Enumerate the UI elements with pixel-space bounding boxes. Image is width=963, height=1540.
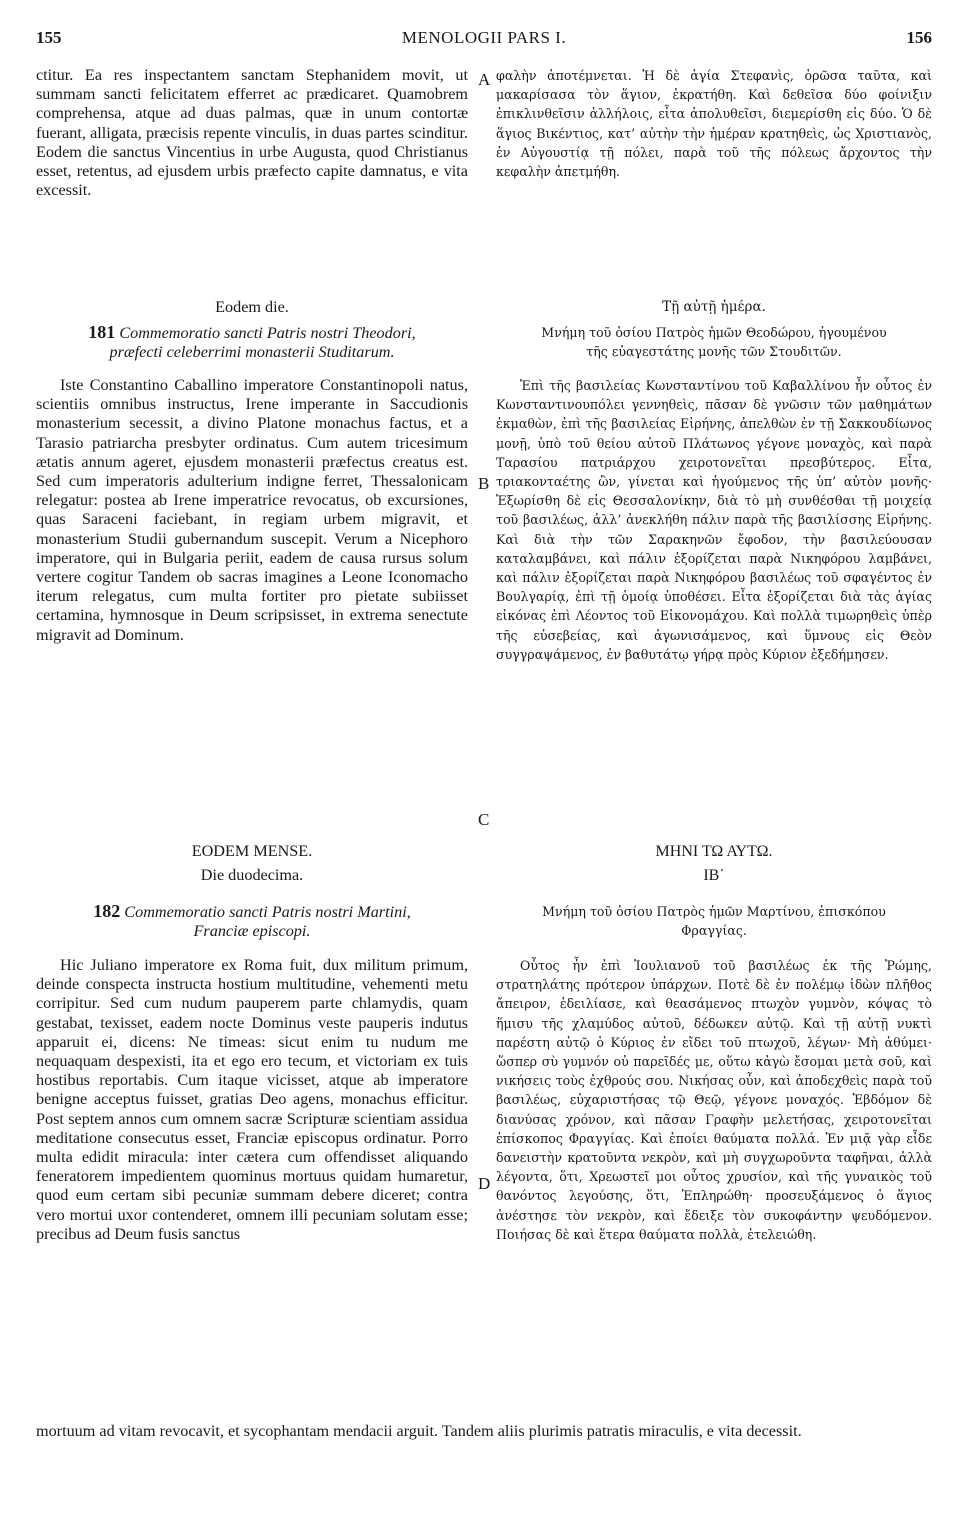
margin-letter-a: A bbox=[478, 70, 491, 89]
latin-181-day: Eodem die. bbox=[215, 298, 289, 316]
latin-182-body: Hic Juliano imperatore ex Roma fuit, dux militum primum, deinde conspecta instructa hostium multitudine, vehementi metu corripitur. Sed cum nudum pauperem parte chlamydis, quam gestabat, texisset, eadem nocte Dominus veste pauperis indutus apparuit ei, dicens: Ne timeas: sicut enim tu nudum me nequaquam despexisti, ita et ego ero tecum, et victoriam ex tuis hostibus reportabis. Cum itaque vicisset, atque ab imperatore benigne acceptus fuisset, gratias Deo agens, monachus efficitur. Post septem annos cum omnem sacræ Scripturæ scientiam assidua meditatione consecutus esset, Franciæ episcopus ordinatur. Porro multa edidit miracula: inter cætera cum offendisset aliquando feneratorem impedientem quominus mortuus quidam humaretur, quod eum certam sibi pecuniæ summam debere diceret; contra vero mortui uxor contenderet, omnem illi pecuniam solutam esse; precibus ad Deum fusis sanctus bbox=[36, 956, 468, 1243]
greek-day-heading: ΙΒ΄ bbox=[703, 867, 725, 884]
greek-intro-paragraph: φαλὴν ἀποτέμνεται. Ἡ δὲ ἁγία Στεφανὶς, ὁρῶσα ταῦτα, καὶ μακαρίσασα τὸν ἅγιον, ἐκρατήθη. Καὶ δεθεῖσα δύο φοίνιξιν ἐπικλινθεῖσιν ἀλλήλοις, εἶτα ἀπολυθεῖσι, διεμερίσθη εἰς δύο. Ὁ δὲ ἅγιος Βικέντιος, κατ’ αὐτὴν τὴν ἡμέραν κρατηθεὶς, ὡς Χριστιανὸς, ἐν Αὐγουστίᾳ τῇ πόλει, παρὰ τοῦ τῆς πόλεως ἄρχοντος τὴν κεφαλὴν ἀπετμήθη. bbox=[496, 68, 932, 180]
entry-number-181: 181 bbox=[88, 322, 116, 342]
greek-month-heading: ΜΗΝΙ ΤΩ ΑΥΤΩ. bbox=[655, 843, 773, 860]
latin-182-body-block bbox=[36, 956, 468, 1244]
greek-182-body-block bbox=[496, 956, 932, 1244]
greek-182-body: Οὗτος ἦν ἐπὶ Ἰουλιανοῦ τοῦ βασιλέως ἐκ τῆς Ῥώμης, στρατηλάτης πρότερον ὑπάρχων. Ποτὲ δὲ ἐν πολέμῳ ἰδὼν πλῆθος ἄπειρον, ἐδειλίασε, καὶ θεασάμενος πτωχὸν γυμνὸν, κόψας τὸ ἥμισυ τῆς χλαμύδος αὐτοῦ, δέδωκεν αὐτῷ. Καὶ τῇ αὐτῇ νυκτὶ παρέστη αὐτῷ ὁ Κύριος ἐν εἴδει τοῦ πτωχοῦ, λέγων· Μὴ ἀθύμει· ὥσπερ σὺ γυμνόν οὐ παρεῖδές με, οὕτω κἀγὼ ἔσομαι μετὰ σοῦ, καὶ νικήσεις τοὺς ἐχθρούς σου. Νικήσας οὖν, καὶ ἀποδεχθεὶς παρὰ τοῦ βασιλέως, εὐχαριστήσας τῷ Θεῷ, γέγονε μοναχός. Ἑβδόμον δὲ διανύσας χρόνον, καὶ πᾶσαν Γραφὴν μελετήσας, χειροτονεῖται ἐπίσκοπος Φραγγίας. Καὶ ἐποίει θαύματα πολλά. Ἐν μιᾷ γὰρ εἶδε δανειστὴν κρατοῦντα νεκρὸν, καὶ μὴ συγχωροῦντα ταφῆναι, ἀλλὰ λέγοντα, ὅτι, Χρεωστεῖ μοι οὗτος χρυσίον, καὶ τῆς γυναικὸς τοῦ θανόντος λεγούσης, ὅτι, Ἐπληρώθη· προσευξάμενος ὁ ἅγιος ἀνέστησε τὸν νεκρὸν, καὶ ἔδειξε τὸν συκοφάντην ψευδόμενον. Ποιήσας δὲ καὶ ἕτερα θαύματα πολλὰ, ἐτελειώθη. bbox=[496, 958, 932, 1242]
page-number-left: 155 bbox=[36, 28, 62, 47]
latin-181-body-block bbox=[36, 376, 468, 645]
running-header bbox=[36, 24, 932, 54]
latin-182-tail: mortuum ad vitam revocavit, et sycophantam mendacii arguit. Tandem aliis plurimis patratis miraculis, e vita decessit. bbox=[36, 1422, 802, 1440]
latin-day-heading: Die duodecima. bbox=[200, 866, 304, 884]
greek-181-heading bbox=[496, 323, 932, 361]
latin-181-body: Iste Constantino Caballino imperatore Constantinopoli natus, scientiis omnibus instructus, Irene imperante in Saccudionis monasterium secessit, a divino Platone monachus factus, et a Tarasio patriarcha presbyter ordinatus. Cum autem tricesimum ætatis annum ageret, ejusdem monasterii præfectus creatus est. Sed cum imperatoris adulterium indigne ferret, Thessalonicam relegatur: postea ab Irene imperatrice revocatus, ob excursiones, quas Saraceni faciebant, in regiam urbem migravit, et monasterium Studii gubernandum suscepit. Verum a Nicephoro imperatore, qui in Bulgaria periit, eadem de causa rursus solum vertere cogitur Tandem ob sacras imagines a Leone Iconomacho iterum relegatus, cum multa fortiter pro pietate subiisset certamina, hymnosque in Deum scripsisset, in extrema senectute migravit ad Dominum. bbox=[36, 376, 468, 644]
latin-181-heading bbox=[36, 323, 468, 362]
latin-intro-paragraph: ctitur. Ea res inspectantem sanctam Stephanidem movit, ut summam sancti felicitatem efferret ac prædicaret. Quamobrem comprehensa, atque ad duas palmas, quæ in unum contortæ fuerant, alligata, præcisis repente vinculis, in duas partes scinditur. Eodem die sanctus Vincentius in urbe Augusta, quod Christianus esset, retentus, ad ejusdem urbis præfecto capite damnatus, e vita excessit. bbox=[36, 66, 468, 200]
greek-181-title-line1: Μνήμη τοῦ ὁσίου Πατρὸς ἡμῶν Θεοδώρου, ἡγουμένου bbox=[541, 325, 887, 340]
running-title: MENOLOGII PARS I. bbox=[401, 28, 567, 47]
page-number-right: 156 bbox=[906, 28, 932, 47]
greek-181-body: Ἐπὶ τῆς βασιλείας Κωνσταντίνου τοῦ Καβαλλίνου ἦν οὗτος ἐν Κωνσταντινουπόλει γεννηθεὶς, πᾶσαν δὲ γνῶσιν τῶν μαθημάτων ἐκμαθὼν, ἐπὶ τῆς βασιλείας Εἰρήνης, ἀπελθὼν ἐν τῇ Σακκουδίωνος μονῇ, ὑπὸ τοῦ θείου αὐτοῦ Πλάτωνος γέγονε μοναχὸς, καὶ παρὰ Ταρασίου πατριάρχου χειροτονεῖται πρεσβύτερος. Εἶτα, τριακονταέτης ὢν, γίνεται καὶ ἡγούμενος τῆς ὑπ’ αὐτὸν μονῆς· Ἐξωρίσθη δὲ εἰς Θεσσαλονίκην, διὰ τὸ μὴ συνθέσθαι τῇ μοιχείᾳ τοῦ βασιλέως, ἀλλ’ ἀνεκλήθη πάλιν παρὰ τῆς βασιλίσσης Εἰρήνης. Καὶ διὰ τὴν τῶν Σαρακηνῶν ἔφοδον, τὴν βασιλεύουσαν καταλαμβάνει, καὶ πάλιν ἐξορίζεται παρὰ Νικηφόρου λαμβάνει, καὶ πάλιν ἐξορίζεται παρὰ Νικηφόρου βασιλέως τοῦ σφαγέντος ἐν Βουλγαρίᾳ, ἐπὶ τῇ ὁμοίᾳ ὑποθέσει. Εἶτα ἐξορίζεται διὰ τὰς ἁγίας εἰκόνας ἐπὶ Λέοντος τοῦ Εἰκονομάχου. Καὶ πολλὰ τιμωρηθεὶς ὑπὲρ τῆς εὐσεβείας, καὶ ἀγωνισάμενος, καὶ ὕμνους εἰς Θεὸν συγγραψάμενος, ἐν βαθυτάτῳ γήρᾳ πρὸς Κύριον ἐξεδήμησεν. bbox=[496, 378, 932, 662]
margin-letter-b: B bbox=[478, 474, 490, 493]
greek-182-title-line1: Μνήμη τοῦ ὁσίου Πατρὸς ἡμῶν Μαρτίνου, ἐπισκόπου bbox=[542, 904, 886, 919]
margin-letter-c: C bbox=[478, 810, 490, 829]
greek-182-heading bbox=[496, 902, 932, 940]
margin-letter-d: D bbox=[478, 1174, 491, 1193]
greek-181-title-line2: τῆς εὐαγεστάτης μονῆς τῶν Στουδιτῶν. bbox=[586, 344, 842, 360]
page bbox=[36, 24, 932, 1440]
greek-182-title-line2: Φραγγίας. bbox=[681, 923, 747, 939]
entry-number-182: 182 bbox=[93, 901, 121, 921]
greek-181-body-block bbox=[496, 376, 932, 664]
latin-month-heading: EODEM MENSE. bbox=[191, 842, 313, 860]
latin-intro-block bbox=[36, 66, 468, 200]
latin-182-title-line1: Commemoratio sancti Patris nostri Martini, bbox=[124, 903, 411, 921]
greek-intro-block bbox=[496, 66, 932, 181]
latin-181-title-line1: Commemoratio sancti Patris nostri Theodori, bbox=[119, 324, 416, 342]
latin-181-title-line2: præfecti celeberrimi monasterii Studitarum. bbox=[109, 343, 395, 362]
greek-181-day: Τῇ αὐτῇ ἡμέρα. bbox=[662, 299, 766, 315]
latin-182-heading bbox=[36, 902, 468, 941]
latin-182-title-line2: Franciæ episcopi. bbox=[193, 922, 311, 941]
